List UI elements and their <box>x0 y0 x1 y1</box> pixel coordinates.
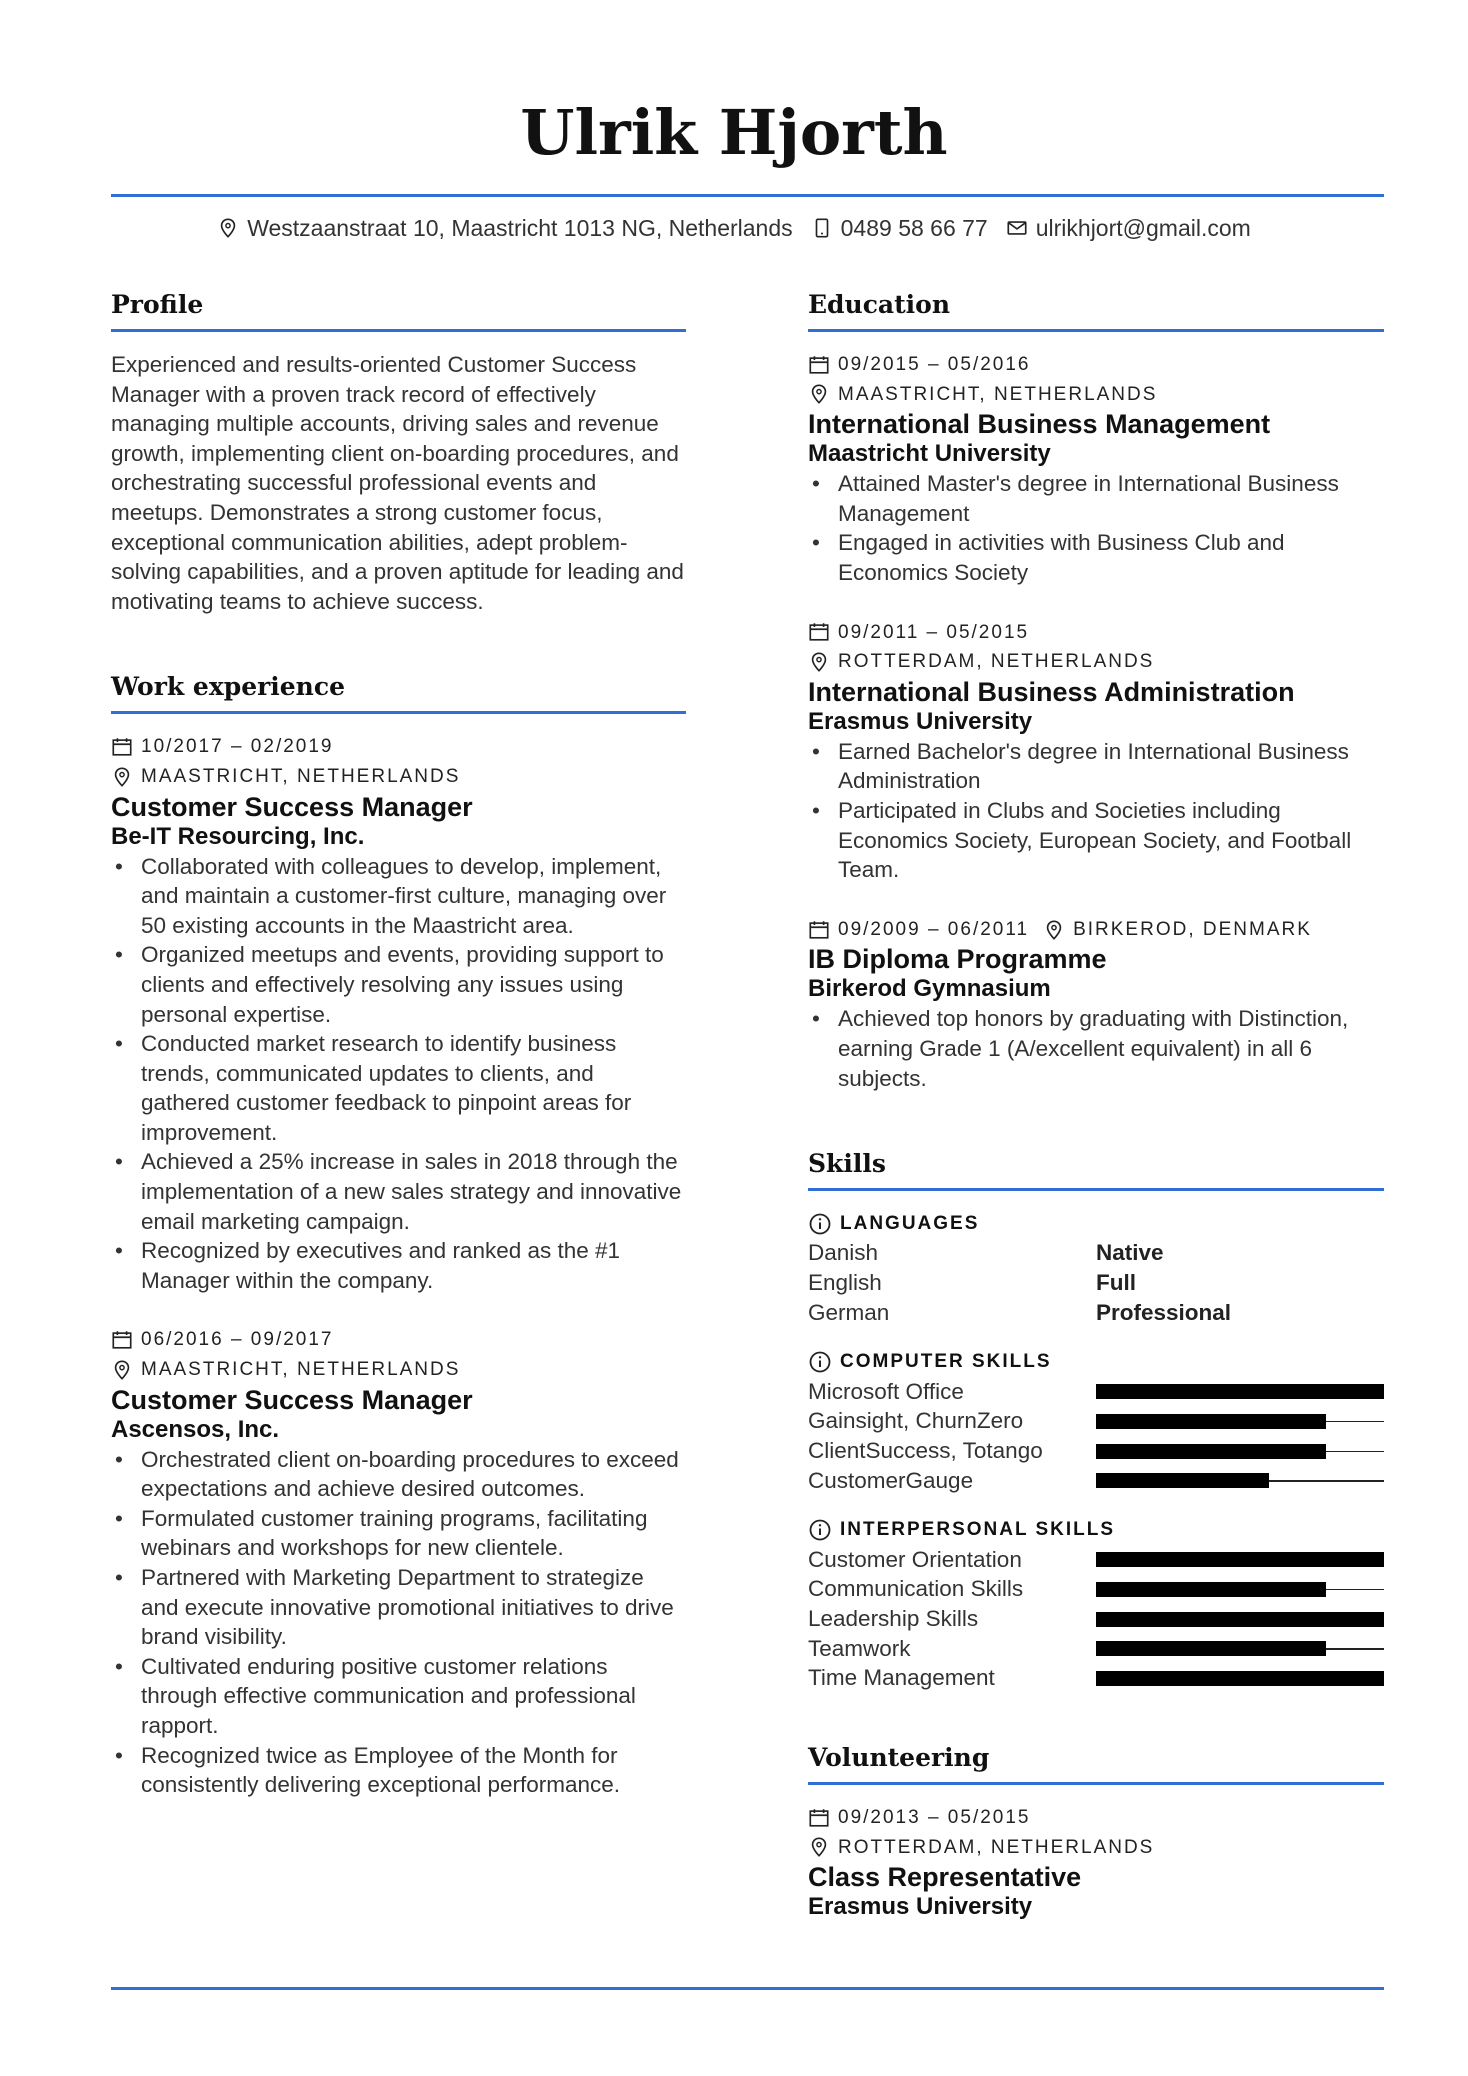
skill-level-bar <box>1096 1384 1384 1399</box>
location-pin-icon <box>111 766 133 788</box>
info-icon <box>808 1350 832 1374</box>
work-entry <box>111 1325 686 1799</box>
work-section <box>111 672 686 1799</box>
skill-level-bar <box>1096 1612 1384 1627</box>
skill-name: Teamwork <box>808 1635 911 1661</box>
skill-level-fill <box>1096 1414 1326 1429</box>
skill-level-bar <box>1096 1414 1384 1429</box>
location-text: BIRKEROD, DENMARK <box>1073 918 1312 940</box>
dates-text: 09/2015 – 05/2016 <box>838 354 1031 375</box>
entry-location <box>808 647 1384 677</box>
candidate-name: Ulrik Hjorth <box>520 96 948 169</box>
work-entry <box>111 732 686 1295</box>
dates-text: 09/2013 – 05/2015 <box>838 1807 1031 1828</box>
degree-title: International Business Management <box>808 409 1271 440</box>
phone-icon <box>811 216 833 240</box>
skill-row <box>808 1604 1384 1634</box>
bullet-item: • Attained Master's degree in International Business Management <box>808 469 1384 528</box>
skill-row <box>808 1575 1384 1605</box>
location-text: MAASTRICHT, NETHERLANDS <box>141 1359 461 1381</box>
dates-text: 09/2009 – 06/2011 <box>838 918 1030 940</box>
language-row <box>808 1298 1384 1328</box>
language-level: Professional <box>1096 1299 1232 1325</box>
bullet-item: • Achieved top honors by graduating with Distinction, earning Grade 1 (A/excellent equivalent) in all 6 subjects. <box>808 1004 1384 1093</box>
bullet-item: • Collaborated with colleagues to develop, implement, and maintain a customer-first culture, managing over 50 existing accounts in the Maastricht area. <box>111 852 686 941</box>
location-text: ROTTERDAM, NETHERLANDS <box>838 651 1155 673</box>
bullet-item: • Engaged in activities with Business Club and Economics Society <box>808 528 1384 587</box>
entry-location <box>808 1833 1384 1863</box>
contact-bar <box>0 208 1468 248</box>
location-text: MAASTRICHT, NETHERLANDS <box>838 383 1158 405</box>
skill-level-fill <box>1096 1641 1326 1656</box>
skill-row <box>808 1466 1384 1496</box>
profile-heading: Profile <box>111 290 686 332</box>
calendar-icon <box>808 354 830 376</box>
entry-dates <box>111 732 686 762</box>
category-label: LANGUAGES <box>840 1213 980 1235</box>
calendar-icon <box>808 621 830 643</box>
skill-row <box>808 1407 1384 1437</box>
dates-text: 10/2017 – 02/2019 <box>141 736 334 758</box>
volunteering-entry <box>808 1803 1384 1922</box>
info-icon <box>808 1212 832 1236</box>
bullet-item: • Earned Bachelor's degree in International Business Administration <box>808 737 1384 796</box>
location-pin-icon <box>808 651 830 673</box>
school-name: Maastricht University <box>808 440 1051 468</box>
volunteer-org: Erasmus University <box>808 1893 1033 1921</box>
skill-name: Gainsight, ChurnZero <box>808 1408 1024 1434</box>
left-column <box>111 290 686 1830</box>
skills-heading: Skills <box>808 1149 1384 1191</box>
location-pin-icon <box>217 216 239 240</box>
bullet-list <box>111 852 686 1296</box>
profile-text: Experienced and results-oriented Customer Success Manager with a proven track record of effectively managing multiple accounts, driving sales and revenue growth, implementing client on-boarding procedures, and orchestrating successful professional events and meetups. Demonstrates a strong customer focus, exceptional communication abilities, adept problem-solving capabilities, and a proven aptitude for leading and motivating teams to achieve success. <box>111 352 684 614</box>
entry-location <box>111 762 686 792</box>
entry-dates <box>111 1325 686 1355</box>
skill-level-bar <box>1096 1582 1384 1597</box>
skill-name: Customer Orientation <box>808 1546 1022 1572</box>
entry-location <box>808 380 1384 410</box>
skill-row <box>808 1436 1384 1466</box>
calendar-icon <box>808 1807 830 1829</box>
calendar-icon <box>111 736 133 758</box>
email-text: ulrikhjort@gmail.com <box>1035 214 1251 241</box>
bullet-item: • Partnered with Marketing Department to strategize and execute innovative promotional initiatives to drive brand visibility. <box>111 1563 686 1652</box>
bullet-list <box>111 1445 686 1800</box>
volunteer-role: Class Representative <box>808 1862 1082 1893</box>
school-name: Birkerod Gymnasium <box>808 975 1051 1003</box>
skill-level-fill <box>1096 1612 1384 1627</box>
school-name: Erasmus University <box>808 707 1033 735</box>
skill-name: Communication Skills <box>808 1576 1024 1602</box>
location-pin-icon <box>808 383 830 405</box>
location-text: ROTTERDAM, NETHERLANDS <box>838 1836 1155 1858</box>
entry-dates <box>808 350 1384 380</box>
language-level: Full <box>1096 1270 1136 1296</box>
skill-name: CustomerGauge <box>808 1467 974 1493</box>
right-column <box>808 290 1384 1952</box>
contact-phone <box>811 215 988 242</box>
languages-group <box>808 1209 1384 1327</box>
volunteering-section <box>808 1743 1384 1922</box>
bullet-item: • Recognized twice as Employee of the Month for consistently delivering exceptional performance. <box>111 1741 686 1800</box>
dates-text: 09/2011 – 05/2015 <box>838 621 1030 643</box>
skill-row <box>808 1377 1384 1407</box>
bullet-list <box>808 469 1384 587</box>
calendar-icon <box>808 919 830 941</box>
skill-level-bar <box>1096 1473 1384 1488</box>
envelope-icon <box>1006 216 1028 240</box>
volunteering-heading: Volunteering <box>808 1743 1384 1785</box>
phone-text: 0489 58 66 77 <box>840 214 988 241</box>
skill-level-fill <box>1096 1473 1269 1488</box>
degree-title: International Business Administration <box>808 676 1295 707</box>
skill-row <box>808 1663 1384 1693</box>
bullet-item: • Recognized by executives and ranked as the #1 Manager within the company. <box>111 1236 686 1295</box>
skill-category <box>808 1209 1384 1239</box>
work-heading: Work experience <box>111 672 686 714</box>
skill-level-bar <box>1096 1641 1384 1656</box>
skill-category <box>808 1347 1384 1377</box>
company-name: Ascensos, Inc. <box>111 1415 280 1443</box>
bullet-item: • Cultivated enduring positive customer relations through effective communication and professional rapport. <box>111 1652 686 1741</box>
bullet-list <box>808 1004 1384 1093</box>
skills-section <box>808 1149 1384 1693</box>
category-label: INTERPERSONAL SKILLS <box>840 1519 1116 1541</box>
entry-location <box>111 1355 686 1385</box>
skill-level-bar <box>1096 1552 1384 1567</box>
skill-level-fill <box>1096 1582 1326 1597</box>
header-divider <box>111 194 1384 197</box>
skill-row <box>808 1634 1384 1664</box>
degree-title: IB Diploma Programme <box>808 944 1107 975</box>
bullet-item: • Orchestrated client on-boarding procedures to exceed expectations and achieve desired outcomes. <box>111 1445 686 1504</box>
bullet-list <box>808 737 1384 885</box>
category-label: COMPUTER SKILLS <box>840 1351 1052 1373</box>
entry-dates-location <box>808 915 1384 945</box>
skill-level-fill <box>1096 1444 1326 1459</box>
bullet-item: • Conducted market research to identify business trends, communicated updates to clients, and gathered customer feedback to pinpoint areas for improvement. <box>111 1029 686 1147</box>
language-name: Danish <box>808 1240 879 1266</box>
computer-skills-group <box>808 1347 1384 1495</box>
education-entry <box>808 915 1384 1093</box>
skill-name: Leadership Skills <box>808 1606 979 1632</box>
skill-name: Microsoft Office <box>808 1378 964 1404</box>
location-pin-icon <box>111 1359 133 1381</box>
language-name: German <box>808 1299 890 1325</box>
education-heading: Education <box>808 290 1384 332</box>
location-text: MAASTRICHT, NETHERLANDS <box>141 765 461 787</box>
skill-name: Time Management <box>808 1665 995 1691</box>
job-title: Customer Success Manager <box>111 1384 473 1415</box>
contact-email <box>1006 215 1251 242</box>
location-pin-icon <box>1043 919 1065 941</box>
bullet-item: • Organized meetups and events, providing support to clients and effectively resolving any issues using personal expertise. <box>111 940 686 1029</box>
dates-text: 06/2016 – 09/2017 <box>141 1329 334 1351</box>
skill-level-bar <box>1096 1444 1384 1459</box>
skill-category <box>808 1515 1384 1545</box>
skill-level-fill <box>1096 1384 1384 1399</box>
skill-name: ClientSuccess, Totango <box>808 1438 1043 1464</box>
contact-address <box>217 215 792 242</box>
location-pin-icon <box>808 1836 830 1858</box>
skill-level-bar <box>1096 1671 1384 1686</box>
education-entry <box>808 350 1384 588</box>
skill-row <box>808 1545 1384 1575</box>
profile-section <box>111 290 686 616</box>
education-entry <box>808 618 1384 885</box>
skill-level-fill <box>1096 1671 1384 1686</box>
entry-dates <box>808 618 1384 648</box>
education-section <box>808 290 1384 1093</box>
bullet-item: • Achieved a 25% increase in sales in 2018 through the implementation of a new sales strategy and innovative email marketing campaign. <box>111 1147 686 1236</box>
info-icon <box>808 1518 832 1542</box>
skill-level-fill <box>1096 1552 1384 1567</box>
address-text: Westzaanstraat 10, Maastricht 1013 NG, Netherlands <box>247 214 793 241</box>
language-name: English <box>808 1270 882 1296</box>
bullet-item: • Participated in Clubs and Societies including Economics Society, European Society, and Football Team. <box>808 796 1384 885</box>
footer-divider <box>111 1987 1384 1990</box>
language-level: Native <box>1096 1240 1164 1266</box>
job-title: Customer Success Manager <box>111 791 473 822</box>
entry-dates <box>808 1803 1384 1833</box>
calendar-icon <box>111 1329 133 1351</box>
company-name: Be-IT Resourcing, Inc. <box>111 822 365 850</box>
interpersonal-skills-group <box>808 1515 1384 1693</box>
language-row <box>808 1239 1384 1269</box>
language-row <box>808 1268 1384 1298</box>
bullet-item: • Formulated customer training programs, facilitating webinars and workshops for new clientele. <box>111 1504 686 1563</box>
